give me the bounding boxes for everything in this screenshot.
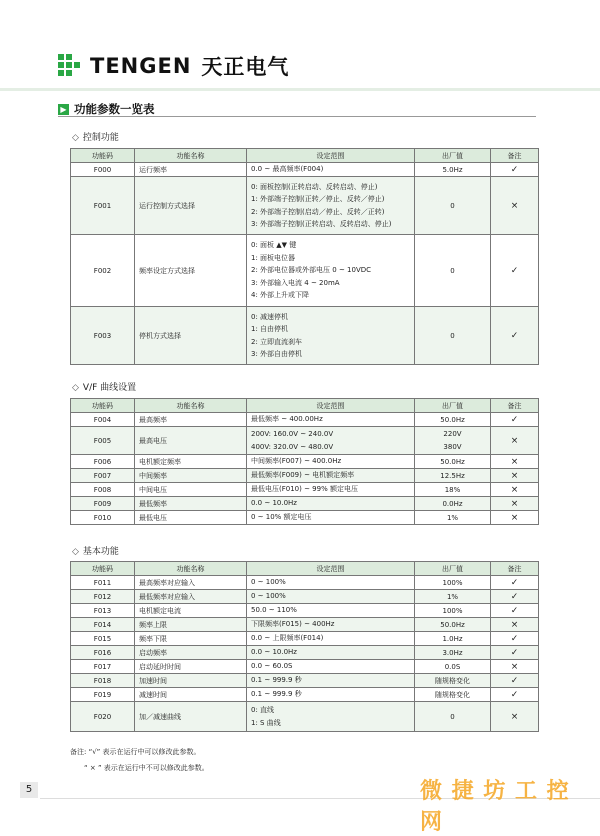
table-row <box>71 660 539 674</box>
non-editable-cross-icon: × <box>491 427 539 455</box>
range-line: 400V: 320.0V ~ 480.0V <box>251 442 334 451</box>
table-row <box>71 469 539 483</box>
setting-range <box>247 455 415 469</box>
function-code: F005 <box>71 427 135 455</box>
range-line: 最低频率(F009) ~ 电机额定频率 <box>251 471 355 480</box>
range-line: 0 ~ 100% <box>251 592 286 601</box>
default-value: 100% <box>415 604 491 618</box>
function-code: F017 <box>71 660 135 674</box>
brand-name-cn: 天正电气 <box>201 55 290 79</box>
range-line: 4: 外部上升或下降 <box>251 291 310 300</box>
column-header: 功能码 <box>71 149 135 163</box>
table-row <box>71 646 539 660</box>
column-header: 出厂值 <box>415 149 491 163</box>
function-name: 频率设定方式选择 <box>135 235 247 307</box>
default-value: 1% <box>415 590 491 604</box>
setting-range <box>247 576 415 590</box>
range-line: 2: 立即直流刹车 <box>251 337 303 346</box>
setting-range <box>247 646 415 660</box>
range-line: 中间频率(F007) ~ 400.0Hz <box>251 457 342 466</box>
editable-check-icon: ✓ <box>491 413 539 427</box>
table-row <box>71 235 539 307</box>
table-row <box>71 674 539 688</box>
setting-range <box>247 511 415 525</box>
group-title-text: 基本功能 <box>82 547 119 557</box>
default-value: 50.0Hz <box>415 455 491 469</box>
setting-range <box>247 235 415 307</box>
function-name: 加／减速曲线 <box>135 702 247 732</box>
default-value: 随规格变化 <box>415 674 491 688</box>
column-header: 功能码 <box>71 562 135 576</box>
watermark: 微 捷 坊 工 控 网 <box>420 779 570 835</box>
range-line: 3: 外部输入电流 4 ~ 20mA <box>251 278 340 287</box>
column-header: 备注 <box>491 562 539 576</box>
range-line: 2: 外部电位器或外部电压 0 ~ 10VDC <box>251 266 372 275</box>
setting-range <box>247 307 415 365</box>
range-line: 0.0 ~ 10.0Hz <box>251 499 297 508</box>
default-value: 100% <box>415 576 491 590</box>
default-value: 0 <box>415 235 491 307</box>
function-code: F019 <box>71 688 135 702</box>
section-title <box>58 101 155 117</box>
editable-check-icon: ✓ <box>491 632 539 646</box>
editable-check-icon: ✓ <box>491 674 539 688</box>
function-code: F018 <box>71 674 135 688</box>
range-line: 2: 外部端子控制(启动／停止、反转／正转) <box>251 207 385 216</box>
function-name: 中间电压 <box>135 483 247 497</box>
editable-check-icon: ✓ <box>491 604 539 618</box>
group-title-text: 控制功能 <box>82 133 119 143</box>
function-name: 启动频率 <box>135 646 247 660</box>
group-title-text: V/F 曲线设置 <box>82 383 137 393</box>
default-value <box>415 427 491 455</box>
diamond-icon: ◇ <box>72 547 79 557</box>
range-line: 0: 减速停机 <box>251 312 289 321</box>
function-code: F013 <box>71 604 135 618</box>
editable-check-icon: ✓ <box>491 590 539 604</box>
table-header-row <box>71 399 539 413</box>
function-code: F006 <box>71 455 135 469</box>
range-line: 下限频率(F015) ~ 400Hz <box>251 620 335 629</box>
table-row <box>71 576 539 590</box>
brand-name: TENGEN <box>90 54 192 78</box>
table-row <box>71 307 539 365</box>
setting-range <box>247 674 415 688</box>
column-header: 功能名称 <box>135 562 247 576</box>
function-code: F009 <box>71 497 135 511</box>
table-row <box>71 702 539 732</box>
function-name: 最低频率对应输入 <box>135 590 247 604</box>
function-name: 电机额定频率 <box>135 455 247 469</box>
range-line: 0.0 ~ 60.0S <box>251 662 293 671</box>
tengen-logo-icon <box>58 54 86 78</box>
section-arrow-icon: ▶ <box>58 104 69 115</box>
page-number: 5 <box>20 782 38 798</box>
group-title <box>72 544 119 557</box>
setting-range <box>247 632 415 646</box>
group-title <box>72 130 119 143</box>
range-line: 50.0 ~ 110% <box>251 606 297 615</box>
column-header: 出厂值 <box>415 562 491 576</box>
range-line: 0.0 ~ 最高频率(F004) <box>251 165 324 174</box>
function-name: 最低频率 <box>135 497 247 511</box>
setting-range <box>247 427 415 455</box>
editable-check-icon: ✓ <box>491 576 539 590</box>
default-value: 50.0Hz <box>415 618 491 632</box>
non-editable-cross-icon: × <box>491 455 539 469</box>
non-editable-cross-icon: × <box>491 469 539 483</box>
editable-check-icon: ✓ <box>491 307 539 365</box>
setting-range <box>247 413 415 427</box>
brand-header <box>58 50 289 82</box>
function-name: 启动延时时间 <box>135 660 247 674</box>
range-line: 0 ~ 10% 额定电压 <box>251 513 312 522</box>
table-row <box>71 511 539 525</box>
default-value: 12.5Hz <box>415 469 491 483</box>
table-row <box>71 483 539 497</box>
range-line: 1: S 曲线 <box>251 718 281 727</box>
setting-range <box>247 177 415 235</box>
function-name: 运行控制方式选择 <box>135 177 247 235</box>
column-header: 设定范围 <box>247 399 415 413</box>
column-header: 功能名称 <box>135 399 247 413</box>
setting-range <box>247 163 415 177</box>
default-value: 0 <box>415 307 491 365</box>
range-line: 200V: 160.0V ~ 240.0V <box>251 430 334 438</box>
function-code: F010 <box>71 511 135 525</box>
function-code: F000 <box>71 163 135 177</box>
non-editable-cross-icon: × <box>491 511 539 525</box>
section-title-text: 功能参数一览表 <box>74 102 155 116</box>
range-line: 0.1 ~ 999.9 秒 <box>251 690 302 699</box>
function-name: 最低电压 <box>135 511 247 525</box>
function-code: F020 <box>71 702 135 732</box>
table-row <box>71 413 539 427</box>
setting-range <box>247 590 415 604</box>
range-line: 0: 面板 ▲▼ 键 <box>251 241 297 250</box>
note-line-1: 备注: “√” 表示在运行中可以修改此参数。 <box>70 748 201 756</box>
function-code: F011 <box>71 576 135 590</box>
default-value: 0 <box>415 177 491 235</box>
default-value: 0.0Hz <box>415 497 491 511</box>
function-code: F004 <box>71 413 135 427</box>
function-code: F016 <box>71 646 135 660</box>
function-name: 最高频率 <box>135 413 247 427</box>
function-code: F015 <box>71 632 135 646</box>
note-line-2: “ × ” 表示在运行中不可以修改此参数。 <box>84 764 209 772</box>
parameter-table <box>70 148 539 365</box>
table-row <box>71 427 539 455</box>
table-row <box>71 604 539 618</box>
range-line: 最低电压(F010) ~ 99% 额定电压 <box>251 485 358 494</box>
non-editable-cross-icon: × <box>491 618 539 632</box>
default-value: 5.0Hz <box>415 163 491 177</box>
function-name: 电机额定电流 <box>135 604 247 618</box>
function-code: F001 <box>71 177 135 235</box>
column-header: 出厂值 <box>415 399 491 413</box>
setting-range <box>247 688 415 702</box>
range-line: 0: 直线 <box>251 706 275 714</box>
table-row <box>71 632 539 646</box>
function-code: F012 <box>71 590 135 604</box>
non-editable-cross-icon: × <box>491 660 539 674</box>
editable-check-icon: ✓ <box>491 235 539 307</box>
range-line: 0.0 ~ 上限频率(F014) <box>251 634 324 643</box>
default-value: 3.0Hz <box>415 646 491 660</box>
function-name: 减速时间 <box>135 688 247 702</box>
function-code: F014 <box>71 618 135 632</box>
range-line: 0: 面板控制(正转启动、反转启动、停止) <box>251 182 378 191</box>
editable-check-icon: ✓ <box>491 646 539 660</box>
range-line: 0.1 ~ 999.9 秒 <box>251 676 302 685</box>
range-line: 0.0 ~ 10.0Hz <box>251 648 297 657</box>
non-editable-cross-icon: × <box>491 177 539 235</box>
default-value: 随规格变化 <box>415 688 491 702</box>
range-line: 1: 外部端子控制(正转／停止、反转／停止) <box>251 195 385 203</box>
column-header: 设定范围 <box>247 149 415 163</box>
setting-range <box>247 469 415 483</box>
table-row <box>71 177 539 235</box>
non-editable-cross-icon: × <box>491 702 539 732</box>
table-row <box>71 455 539 469</box>
default-value: 50.0Hz <box>415 413 491 427</box>
range-line: 1: 面板电位器 <box>251 253 296 262</box>
function-code: F002 <box>71 235 135 307</box>
range-line: 3: 外部自由停机 <box>251 350 303 358</box>
diamond-icon: ◇ <box>72 133 79 143</box>
column-header: 备注 <box>491 149 539 163</box>
column-header: 功能码 <box>71 399 135 413</box>
table-row <box>71 497 539 511</box>
default-value-line: 220V <box>443 429 462 438</box>
parameter-table <box>70 398 539 525</box>
range-line: 3: 外部端子控制(正转启动、反转启动、停止) <box>251 220 392 228</box>
setting-range <box>247 702 415 732</box>
table-header-row <box>71 562 539 576</box>
setting-range <box>247 660 415 674</box>
editable-check-icon: ✓ <box>491 688 539 702</box>
notes <box>70 744 209 776</box>
table-row <box>71 618 539 632</box>
setting-range <box>247 497 415 511</box>
setting-range <box>247 618 415 632</box>
table-row <box>71 590 539 604</box>
diamond-icon: ◇ <box>72 383 79 393</box>
non-editable-cross-icon: × <box>491 483 539 497</box>
column-header: 备注 <box>491 399 539 413</box>
range-line: 最低频率 ~ 400.00Hz <box>251 415 323 424</box>
non-editable-cross-icon: × <box>491 497 539 511</box>
title-divider <box>58 116 536 117</box>
function-code: F003 <box>71 307 135 365</box>
function-name: 中间频率 <box>135 469 247 483</box>
table-header-row <box>71 149 539 163</box>
header-divider <box>0 88 600 91</box>
group-title <box>72 380 136 393</box>
default-value: 18% <box>415 483 491 497</box>
function-name: 频率下限 <box>135 632 247 646</box>
function-name: 最高电压 <box>135 427 247 455</box>
function-name: 频率上限 <box>135 618 247 632</box>
function-name: 运行频率 <box>135 163 247 177</box>
table-row <box>71 163 539 177</box>
default-value: 0.0S <box>415 660 491 674</box>
function-name: 加速时间 <box>135 674 247 688</box>
table-row <box>71 688 539 702</box>
default-value: 1.0Hz <box>415 632 491 646</box>
function-code: F007 <box>71 469 135 483</box>
setting-range <box>247 604 415 618</box>
default-value-line: 380V <box>443 442 462 451</box>
column-header: 设定范围 <box>247 562 415 576</box>
function-name: 停机方式选择 <box>135 307 247 365</box>
range-line: 1: 自由停机 <box>251 325 289 333</box>
setting-range <box>247 483 415 497</box>
range-line: 0 ~ 100% <box>251 578 286 587</box>
default-value: 1% <box>415 511 491 525</box>
parameter-table <box>70 561 539 732</box>
column-header: 功能名称 <box>135 149 247 163</box>
function-name: 最高频率对应输入 <box>135 576 247 590</box>
default-value: 0 <box>415 702 491 732</box>
editable-check-icon: ✓ <box>491 163 539 177</box>
function-code: F008 <box>71 483 135 497</box>
